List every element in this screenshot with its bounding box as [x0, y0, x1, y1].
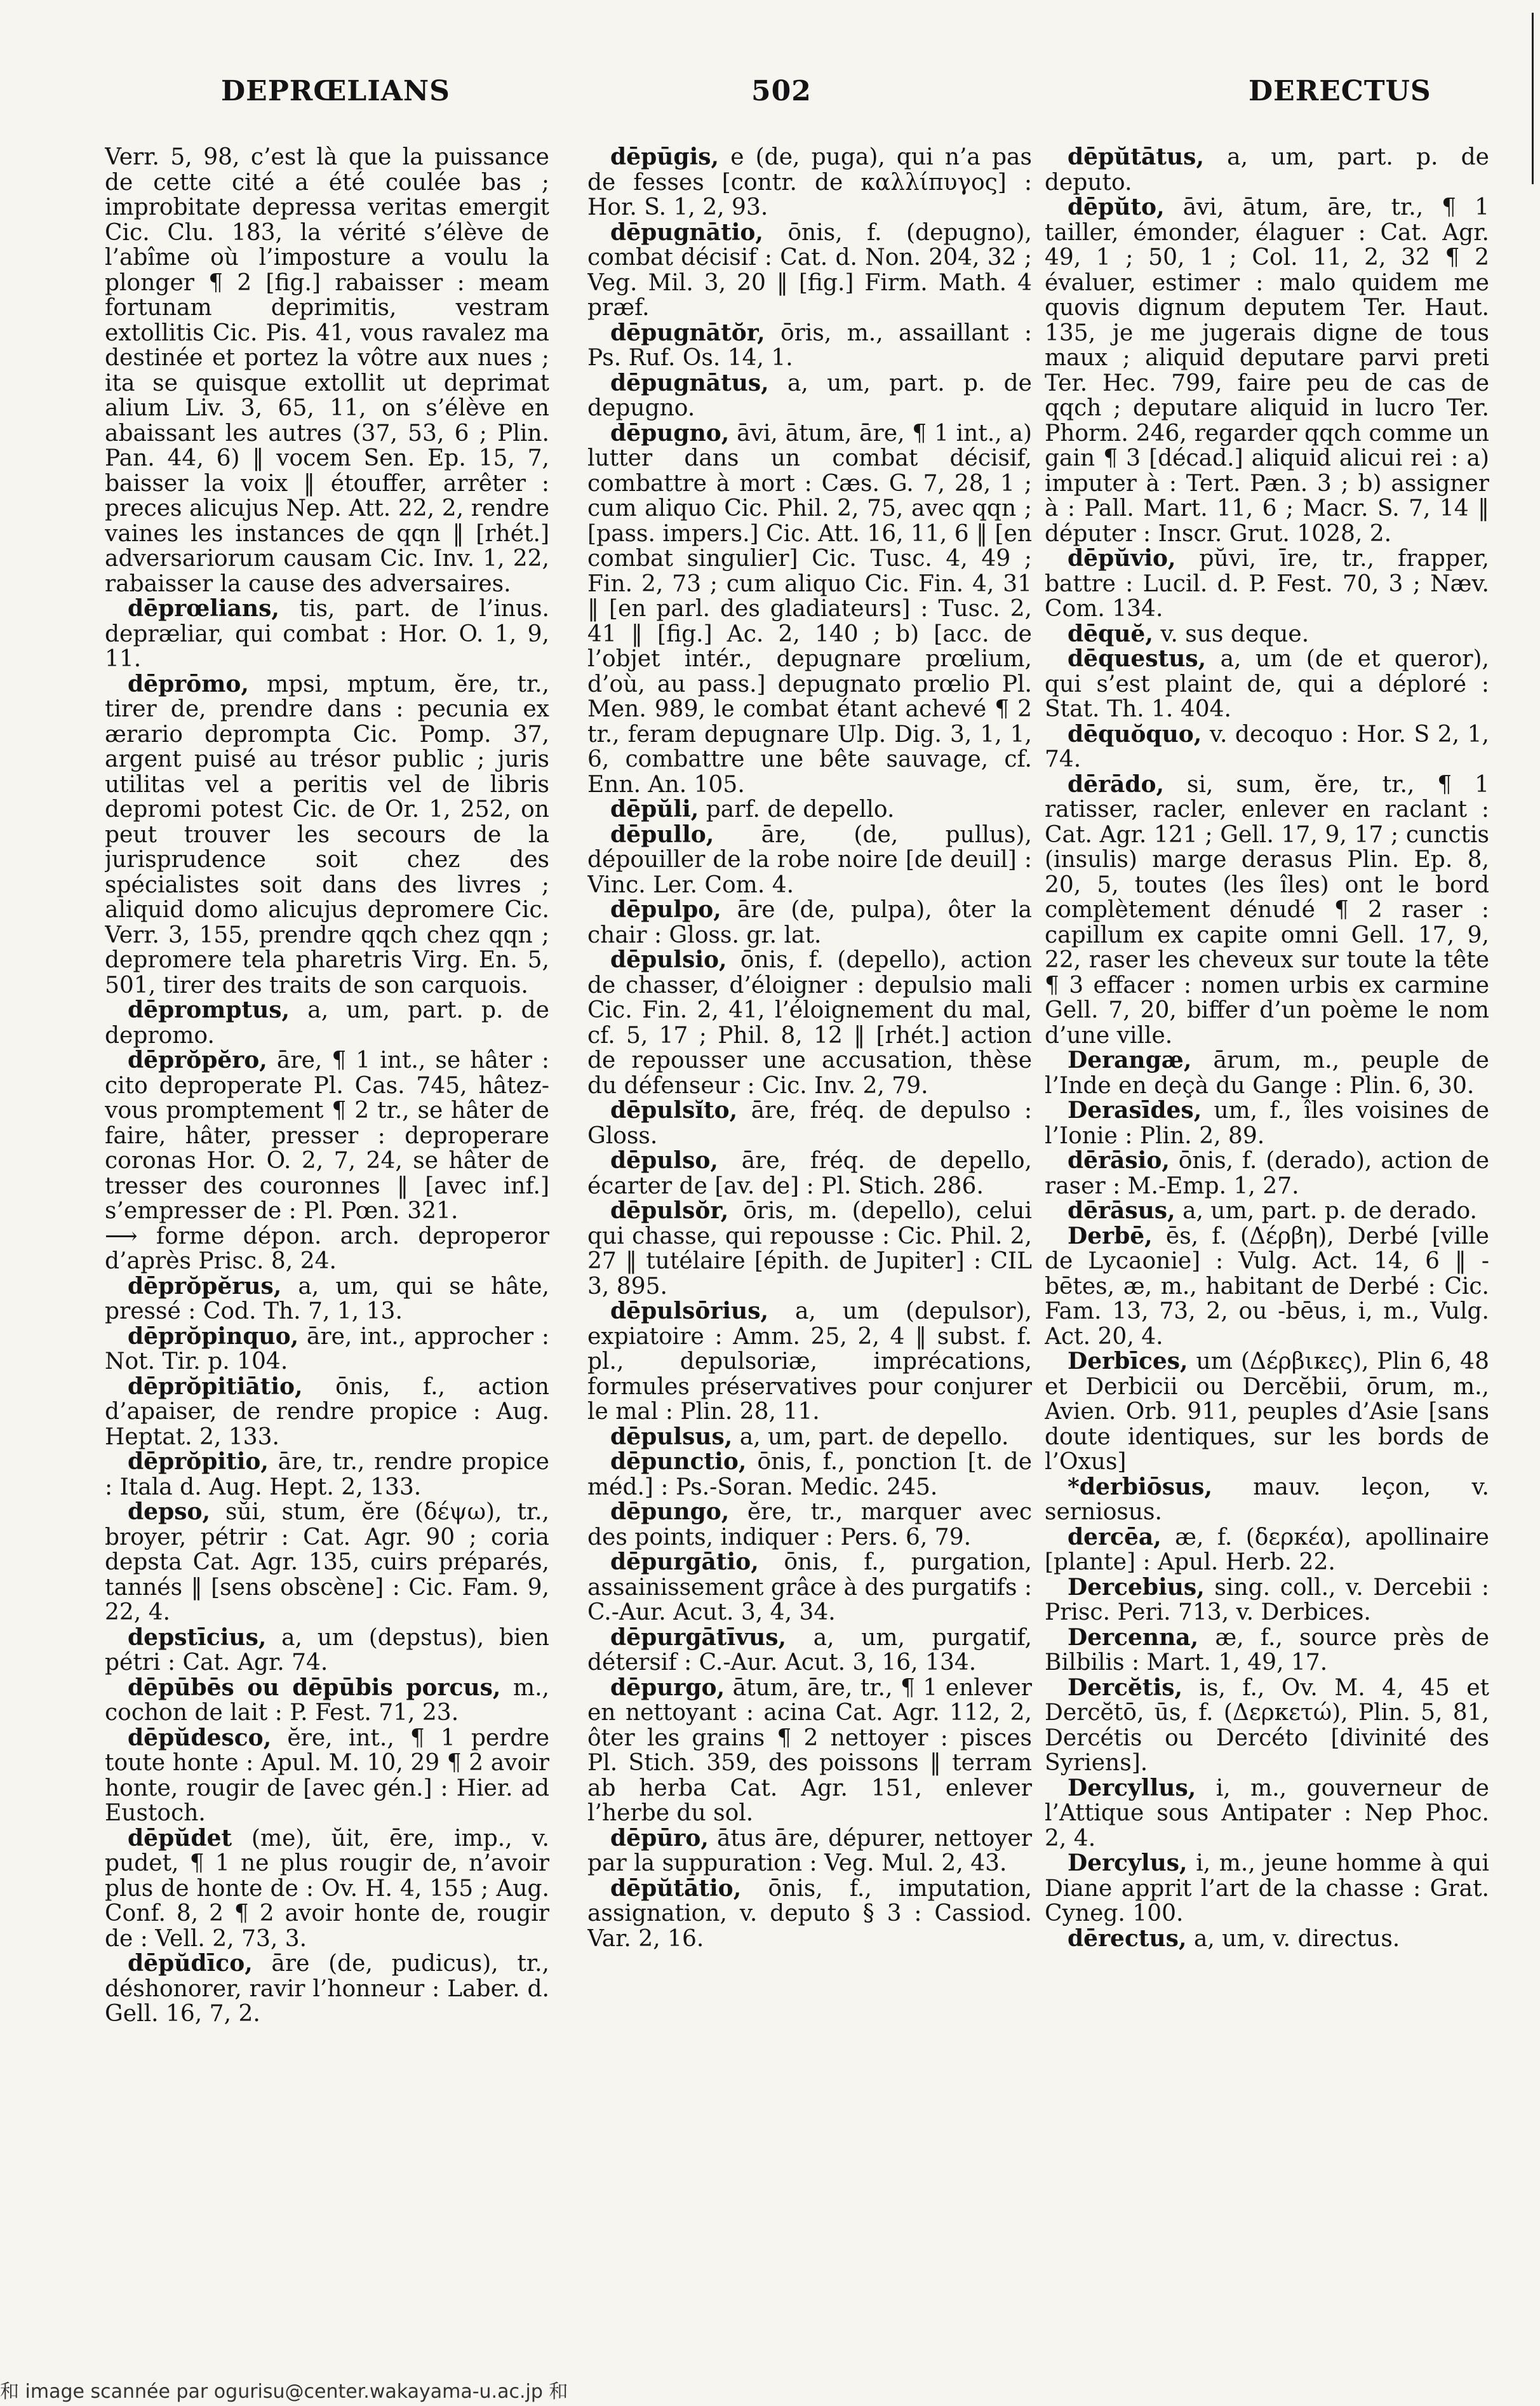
entry-headword: dēpugnātŏr, — [610, 319, 765, 346]
entry-headword: dēpugnātus, — [610, 369, 769, 396]
entry-headword: dēpugnātio, — [610, 218, 763, 246]
entry-definition: sing. coll., v. Dercebii : Prisc. Peri. 713, v. Derbices. — [1045, 1574, 1489, 1625]
entry-definition: āre, int., approcher : Not. Tir. p. 104. — [105, 1323, 549, 1374]
entry-headword: dēquĕ, — [1068, 620, 1153, 647]
entry-headword: dēpulso, — [610, 1147, 718, 1174]
entry-definition: āre, fréq. de depulso : Gloss. — [587, 1098, 1032, 1149]
entry-definition: mpsi, mptum, ĕre, tr., tirer de, prendre dans : pecunia ex ærario deprompta Cic. Pomp. 37, argent puisé au trésor public ; juris utilitas vel a peritis vel de libris depromi potest Cic. de Or. 1, 252, on peut trouver les secours de la jurisprudence soit chez des spécialistes soit dans des livres ; aliquid domo alicujus depromere Cic. Verr. 3, 155, prendre qqch chez qqn ; depromere tela pharetris Virg. En. 5, 501, tirer des traits de son carquois. — [105, 671, 549, 998]
scan-credit-footer: 和 image scannée par ogurisu@center.wakayama-u.ac.jp 和 — [0, 2381, 568, 2403]
entry-definition: a, um, part. p. de deputo. — [1045, 145, 1489, 196]
dictionary-entry — [587, 1098, 1032, 1148]
dictionary-entry — [587, 1826, 1032, 1876]
entry-headword: Derangæ, — [1068, 1047, 1192, 1073]
entry-definition: a, um, qui se hâte, pressé : Cod. Th. 7, 1, 13. — [105, 1273, 549, 1324]
entry-definition: ātus āre, dépurer, nettoyer par la suppuration : Veg. Mul. 2, 43. — [587, 1825, 1032, 1876]
dictionary-entry — [1045, 1048, 1489, 1098]
entry-headword: dēpŭdet — [128, 1824, 232, 1852]
entry-definition: um (Δέρβικες), Plin 6, 48 et Derbicii ou Dercĕbii, ōrum, m., Avien. Orb. 911, peuples d’Asie [sans doute identiques, sur les bords de l’Oxus] — [1045, 1348, 1489, 1475]
dictionary-entry — [1045, 1851, 1489, 1926]
dictionary-entry — [1045, 722, 1489, 772]
dictionary-entry — [1045, 1625, 1489, 1676]
entry-headword: dēquestus, — [1068, 645, 1207, 672]
dictionary-entry — [587, 421, 1032, 798]
dictionary-entry — [1045, 1199, 1489, 1224]
dictionary-entry — [105, 1449, 549, 1500]
running-head-left: DEPRŒLIANS — [221, 75, 450, 107]
entry-headword: dēpŭvio, — [1068, 545, 1176, 572]
entry-headword: dēpromptus, — [128, 997, 290, 1023]
entry-definition: m., cochon de lait : P. Fest. 71, 23. — [105, 1674, 549, 1726]
entry-definition: āre, tr., rendre propice : Itala d. Aug. Hept. 2, 133. — [105, 1449, 549, 1500]
entry-headword: dērādo, — [1068, 770, 1165, 798]
entry-definition: is, f., Ov. M. 4, 45 et Dercĕtō, ūs, f. (Δερκετώ), Plin. 5, 81, Dercétis ou Dercéto [divinité des Syriens]. — [1045, 1674, 1489, 1776]
dictionary-entry — [105, 998, 549, 1048]
entry-definition: ārum, m., peuple de l’Inde en deçà du Gange : Plin. 6, 30. — [1045, 1047, 1489, 1099]
dictionary-entry — [587, 948, 1032, 1098]
entry-headword: dēpŭto, — [1068, 194, 1165, 220]
entry-definition: sŭi, stum, ĕre (δέψω), tr., broyer, pétrir : Cat. Agr. 90 ; coria depsta Cat. Agr. 135, cuirs préparés, tannés ‖ [sens obscène] : Cic. Fam. 9, 22, 4. — [105, 1499, 549, 1625]
entry-definition: ōnis, f. (depello), action de chasser, d’éloigner : depulsio mali Cic. Fin. 2, 41, l’éloignement du mal, cf. 5, 17 ; Phil. 8, 12 ‖ [rhét.] action de repousser une accusation, thèse du défenseur : Cic. Inv. 2, 79. — [587, 947, 1032, 1099]
entry-definition: ōnis, f., imputation, assignation, v. deputo § 3 : Cassiod. Var. 2, 16. — [587, 1875, 1032, 1952]
entry-definition: a, um, part. p. de derado. — [1182, 1198, 1477, 1224]
column-2 — [587, 145, 1032, 2339]
entry-definition: ⟶ forme dépon. arch. deproperor d’après Prisc. 8, 24. — [105, 1223, 549, 1274]
dictionary-entry — [105, 596, 549, 672]
entry-definition: ēs, f. (Δέρβη), Derbé [ville de Lycaonie] : Vulg. Act. 14, 6 ‖ -bētes, æ, m., habitant de Derbé : Cic. Fam. 13, 73, 2, ou -bēus, i, m., Vulg. Act. 20, 4. — [1045, 1223, 1489, 1350]
entry-definition: æ, f., source près de Bilbilis : Mart. 1, 49, 17. — [1045, 1624, 1489, 1676]
entry-headword: dēpūbēs ou dēpūbis porcus, — [128, 1674, 501, 1701]
entry-headword: dēpunctio, — [610, 1448, 747, 1475]
dictionary-entry — [1045, 546, 1489, 622]
entry-headword: dēpurgātio, — [610, 1549, 759, 1575]
dictionary-entry — [105, 1224, 549, 1274]
entry-definition: parf. de depello. — [706, 796, 895, 823]
entry-definition: a, um (depulsor), expiatoire : Amm. 25, 2, 4 ‖ subst. f. pl., depulsoriæ, imprécations, formules préservatives pour conjurer le mal : Plin. 28, 11. — [587, 1298, 1032, 1425]
entry-headword: dēprœlians, — [128, 595, 279, 622]
entry-definition: ōnis, f., purgation, assainissement grâce à des purgatifs : C.-Aur. Acut. 3, 4, 34. — [587, 1549, 1032, 1625]
entry-definition: āre (de, pudicus), tr., déshonorer, ravir l’honneur : Laber. d. Gell. 16, 7, 2. — [105, 1951, 549, 2027]
dictionary-entry — [105, 1374, 549, 1450]
dictionary-entry — [1045, 1349, 1489, 1475]
entry-definition: si, sum, ĕre, tr., ¶ 1 ratisser, racler, enlever en raclant : Cat. Agr. 121 ; Gell. 17, 9, 17 ; cunctis (insulis) marge derasus Plin. Ep. 8, 20, 5, toutes (les îles) ont le bord complètement dénudé ¶ 2 raser : capillum ex capite omni Gell. 17, 9, 22, raser les cheveux sur toute la tête ¶ 3 effacer : nomen urbis ex carmine Gell. 7, 20, biffer d’un poème le nom d’une ville. — [1045, 771, 1489, 1049]
entry-definition: āre, (de, pullus), dépouiller de la robe noire [de deuil] : Vinc. Ler. Com. 4. — [587, 821, 1032, 898]
dictionary-entry — [587, 1625, 1032, 1676]
dictionary-entry — [587, 1199, 1032, 1299]
entry-headword: Derbē, — [1068, 1222, 1153, 1249]
dictionary-entry — [587, 321, 1032, 371]
entry-definition: pŭvi, īre, tr., frapper, battre : Lucil. d. P. Fest. 70, 3 ; Næv. Com. 134. — [1045, 546, 1489, 622]
dictionary-entry — [105, 1625, 549, 1676]
dictionary-entry — [1045, 647, 1489, 722]
entry-definition: a, um (depstus), bien pétri : Cat. Agr. 74. — [105, 1624, 549, 1676]
entry-headword: dēpūro, — [610, 1824, 709, 1852]
dictionary-entry — [1045, 195, 1489, 546]
running-head-right: DERECTUS — [1249, 75, 1431, 107]
entry-definition: ĕre, tr., marquer avec des points, indiquer : Pers. 6, 79. — [587, 1499, 1032, 1550]
entry-definition: ōnis, f. (derado), action de raser : M.-Emp. 1, 27. — [1045, 1148, 1489, 1199]
entry-definition: ōris, m. (depello), celui qui chasse, qui repousse : Cic. Phil. 2, 27 ‖ tutélaire [épith. de Jupiter] : CIL 3, 895. — [587, 1198, 1032, 1300]
entry-headword: *derbiōsus, — [1068, 1473, 1212, 1500]
dictionary-entry — [587, 1299, 1032, 1425]
entry-headword: dēpullo, — [610, 821, 714, 848]
dictionary-entry — [587, 1425, 1032, 1450]
dictionary-entry — [105, 145, 549, 596]
dictionary-entry — [105, 1048, 549, 1224]
dictionary-entry — [587, 823, 1032, 898]
dictionary-entry — [587, 145, 1032, 220]
dictionary-entry — [1045, 1148, 1489, 1199]
dictionary-entry — [105, 672, 549, 998]
entry-headword: dēpūgis, — [610, 145, 720, 170]
dictionary-entry — [105, 1826, 549, 1952]
entry-definition: ōnis, f., action d’apaiser, de rendre propice : Aug. Heptat. 2, 133. — [105, 1373, 549, 1450]
dictionary-entry — [1045, 1224, 1489, 1350]
dictionary-entry — [587, 797, 1032, 823]
entry-headword: Dercenna, — [1068, 1623, 1199, 1651]
dictionary-entry — [105, 1500, 549, 1625]
entry-definition: a, um, purgatif, détersif : C.-Aur. Acut. 3, 16, 134. — [587, 1624, 1032, 1676]
dictionary-entry — [105, 1324, 549, 1374]
dictionary-entry — [1045, 1575, 1489, 1625]
entry-headword: dērāsio, — [1068, 1147, 1170, 1174]
entry-headword: dēprōmo, — [128, 670, 249, 697]
entry-headword: dēpulpo, — [610, 896, 721, 923]
entry-definition: i, m., gouverneur de l’Attique sous Antipater : Nep Phoc. 2, 4. — [1045, 1775, 1489, 1852]
dictionary-entry — [587, 1876, 1032, 1952]
entry-headword: dērāsus, — [1068, 1197, 1175, 1224]
entry-headword: dēprŏpinquo, — [128, 1322, 299, 1350]
entry-definition: āvi, ātum, āre, tr., ¶ 1 tailler, émonder, élaguer : Cat. Agr. 49, 1 ; 50, 1 ; Col. 11, 2, 32 ¶ 2 évaluer, estimer : malo quidem me quovis dignum deputem Ter. Haut. 135, je me jugerais digne de tous maux ; aliquid deputare parvi preti Ter. Hec. 799, faire peu de cas de qqch ; deputare aliquid in lucro Ter. Phorm. 246, regarder qqch comme un gain ¶ 3 [décad.] aliquid alicui rei : a) imputer à : Tert. Pæn. 3 ; b) assigner à : Pall. Mart. 11, 6 ; Macr. S. 7, 14 ‖ députer : Inscr. Grut. 1028, 2. — [1045, 194, 1489, 547]
entry-definition: mauv. leçon, v. serniosus. — [1045, 1474, 1489, 1525]
entry-headword: Dercylus, — [1068, 1850, 1188, 1876]
entry-definition: āre, ¶ 1 int., se hâter : cito deproperate Pl. Cas. 745, hâtez-vous promptement ¶ 2 tr., se hâter de faire, hâter, presser : deproperare coronas Hor. O. 2, 7, 24, se hâter de tresser des couronnes ‖ [avec inf.] s’empresser de : Pl. Pœn. 321. — [105, 1047, 549, 1224]
dictionary-entry — [1045, 145, 1489, 195]
entry-headword: dēprŏpĕro, — [128, 1047, 267, 1073]
entry-definition: e (de, puga), qui n’a pas de fesses [contr. de καλλίπυγος] : Hor. S. 1, 2, 93. — [587, 145, 1032, 220]
entry-headword: dēpulsĭto, — [610, 1097, 738, 1124]
entry-headword: dēpŭli, — [610, 796, 699, 823]
dictionary-entry — [587, 1148, 1032, 1199]
entry-headword: depstīcius, — [128, 1623, 267, 1651]
dictionary-entry — [587, 220, 1032, 321]
column-3 — [1045, 145, 1489, 2339]
entry-definition: āre, fréq. de depello, écarter de [av. de] : Pl. Stich. 286. — [587, 1148, 1032, 1199]
dictionary-entry — [1045, 772, 1489, 1049]
dictionary-entry — [587, 1676, 1032, 1826]
dictionary-entry — [1045, 1525, 1489, 1575]
dictionary-entry — [587, 1550, 1032, 1625]
entry-headword: Dercĕtis, — [1068, 1674, 1183, 1701]
entry-definition: a, um, part. p. de depugno. — [587, 370, 1032, 421]
entry-headword: Derbīces, — [1068, 1348, 1188, 1374]
dictionary-entry — [587, 897, 1032, 948]
entry-headword: dēpŭdīco, — [128, 1950, 253, 1977]
entry-headword: Dercyllus, — [1068, 1774, 1196, 1801]
page-number: 502 — [751, 75, 812, 107]
entry-definition: v. sus deque. — [1160, 621, 1309, 647]
entry-headword: dēprŏpĕrus, — [128, 1272, 282, 1300]
dictionary-entry — [1045, 1098, 1489, 1148]
entry-headword: dēpulsus, — [610, 1423, 733, 1450]
entry-definition: um, f., îles voisines de l’Ionie : Plin. 2, 89. — [1045, 1098, 1489, 1149]
dictionary-entry — [1045, 1475, 1489, 1525]
dictionary-entry — [105, 1676, 549, 1726]
entry-definition: ōnis, f., ponction [t. de méd.] : Ps.-Soran. Medic. 245. — [587, 1449, 1032, 1500]
entry-definition: āre (de, pulpa), ôter la chair : Gloss. gr. lat. — [587, 897, 1032, 948]
dictionary-entry — [587, 1500, 1032, 1550]
entry-headword: dēpurgo, — [610, 1674, 725, 1701]
entry-headword: dēpulsŏr, — [610, 1197, 729, 1224]
entry-headword: dēpŭtātio, — [610, 1874, 742, 1902]
entry-definition: a, um (de et queror), qui s’est plaint de, qui a déploré : Stat. Th. 1. 404. — [1045, 646, 1489, 722]
entry-headword: dēpurgātīvus, — [610, 1623, 787, 1651]
entry-definition: ātum, āre, tr., ¶ 1 enlever en nettoyant : acina Cat. Agr. 112, 2, ôter les grains ¶ 2 nettoyer : pisces Pl. Stich. 359, des poissons ‖ terram ab herba Cat. Agr. 151, enlever l’herbe du sol. — [587, 1674, 1032, 1826]
entry-definition: i, m., jeune homme à qui Diane apprit l’art de la chasse : Grat. Cyneg. 100. — [1045, 1850, 1489, 1926]
entry-definition: tis, part. de l’inus. depræliar, qui combat : Hor. O. 1, 9, 11. — [105, 596, 549, 672]
entry-headword: Dercebius, — [1068, 1573, 1205, 1601]
entry-headword: dēpulsōrius, — [610, 1298, 768, 1324]
entry-definition: (me), ŭit, ēre, imp., v. pudet, ¶ 1 ne plus rougir de, n’avoir plus de honte de : Ov. H. 4, 155 ; Aug. Conf. 8, 2 ¶ 2 avoir honte de, rougir de : Vell. 2, 73, 3. — [105, 1825, 549, 1952]
entry-headword: dercēa, — [1068, 1523, 1162, 1550]
entry-headword: depso, — [128, 1498, 211, 1525]
dictionary-entry — [587, 1449, 1032, 1500]
entry-definition: āvi, ātum, āre, ¶ 1 int., a) lutter dans un combat décisif, combattre à mort : Cæs. G. 7, 28, 1 ; cum aliquo Cic. Phil. 2, 75, avec qqn ; [pass. impers.] Cic. Att. 16, 11, 6 ‖ [en combat singulier] Cic. Tusc. 4, 49 ; Fin. 2, 73 ; cum aliquo Cic. Fin. 4, 31 ‖ [en parl. des gladiateurs] : Tusc. 2, 41 ‖ [fig.] Ac. 2, 140 ; b) [acc. de l’objet intér., depugnare prœlium, d’où, au pass.] depugnato prœlio Pl. Men. 989, le combat étant achevé ¶ 2 tr., feram depugnare Ulp. Dig. 3, 1, 1, 6, combattre une bête sauvage, cf. Enn. An. 105. — [587, 420, 1032, 798]
entry-definition: a, um, v. directus. — [1193, 1925, 1400, 1952]
margin-rule — [1532, 13, 1534, 184]
entry-definition: ōnis, f. (depugno), combat décisif : Cat. d. Non. 204, 32 ; Veg. Mil. 3, 20 ‖ [fig.] Firm. Math. 4 præf. — [587, 219, 1032, 321]
dictionary-entry — [1045, 1926, 1489, 1952]
column-1 — [105, 145, 549, 2339]
entry-headword: dērectus, — [1068, 1925, 1187, 1952]
entry-headword: dēpŭtātus, — [1068, 145, 1204, 170]
entry-definition: a, um, part. p. de depromo. — [105, 997, 549, 1049]
dictionary-entry — [1045, 1676, 1489, 1776]
entry-headword: Derasīdes, — [1068, 1097, 1202, 1124]
entry-definition: æ, f. (δερκέα), apollinaire [plante] : Apul. Herb. 22. — [1045, 1524, 1489, 1575]
dictionary-entry — [587, 371, 1032, 421]
entry-definition: Verr. 5, 98, c’est là que la puissance de cette cité a été coulée bas ; improbitate depressa veritas emergit Cic. Clu. 183, la vérité s’élève de l’abîme où l’imposture a voulu la plonger ¶ 2 [fig.] rabaisser : meam fortunam deprimitis, vestram extollitis Cic. Pis. 41, vous ravalez ma destinée et portez la vôtre aux nues ; ita se quisque extollit ut deprimat alium Liv. 3, 65, 11, on s’élève en abaissant les autres (37, 53, 6 ; Plin. Pan. 44, 6) ‖ vocem Sen. Ep. 15, 7, baisser la voix ‖ étouffer, arrêter : preces alicujus Nep. Att. 22, 2, rendre vaines les instances de qqn ‖ [rhét.] adversariorum causam Cic. Inv. 1, 22, rabaisser la cause des adversaires. — [105, 145, 549, 597]
entry-headword: dēprŏpitiātio, — [128, 1373, 303, 1400]
dictionary-entry — [1045, 1776, 1489, 1852]
entry-headword: dēprŏpitio, — [128, 1448, 269, 1475]
entry-definition: a, um, part. de depello. — [739, 1423, 1009, 1450]
dictionary-entry — [105, 1951, 549, 2027]
entry-definition: v. decoquo : Hor. S 2, 1, 74. — [1045, 721, 1489, 772]
entry-headword: dēpulsio, — [610, 946, 727, 973]
entry-headword: dēpungo, — [610, 1498, 730, 1525]
entry-headword: dēpugno, — [610, 419, 730, 447]
dictionary-entry — [1045, 622, 1489, 647]
dictionary-entry — [105, 1726, 549, 1826]
entry-headword: dēpŭdesco, — [128, 1724, 272, 1751]
entry-headword: dēquŏquo, — [1068, 720, 1202, 748]
entry-definition: ōris, m., assaillant : Ps. Ruf. Os. 14, 1. — [587, 319, 1032, 371]
dictionary-entry — [105, 1274, 549, 1324]
entry-definition: ĕre, int., ¶ 1 perdre toute honte : Apul. M. 10, 29 ¶ 2 avoir honte, rougir de [avec gén.] : Hier. ad Eustoch. — [105, 1724, 549, 1826]
